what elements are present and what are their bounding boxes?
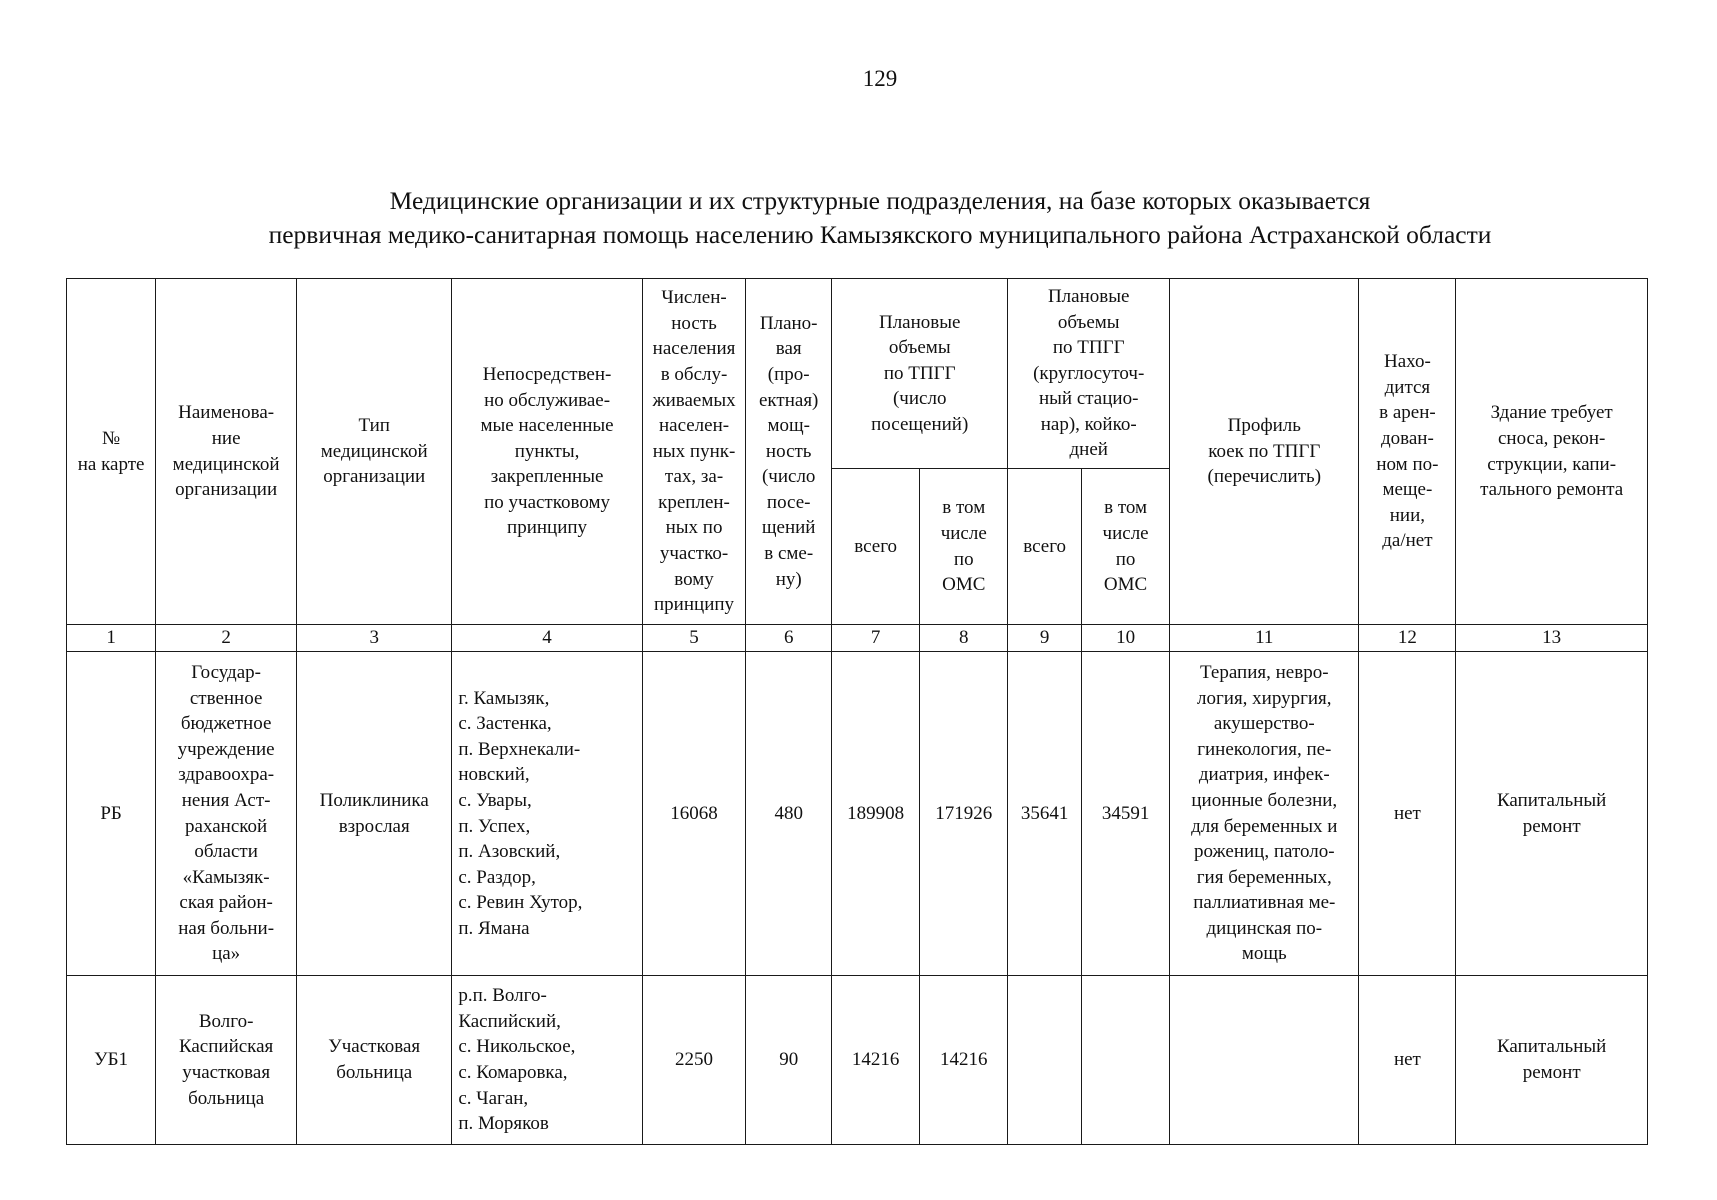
header-beddays-total: всего <box>1008 469 1082 625</box>
cell-visits-oms: 14216 <box>920 976 1008 1145</box>
cell-population: 2250 <box>642 976 745 1145</box>
header-map-number: № на карте <box>67 279 156 625</box>
header-settlements: Непосредствен- но обслуживае- мые населенные пункты, закрепленные по участковому принципу <box>452 279 642 625</box>
cell-org-type: Участковая больница <box>297 976 452 1145</box>
cell-leased: нет <box>1359 976 1456 1145</box>
header-visits-oms: в том числе по ОМС <box>920 469 1008 625</box>
column-number: 5 <box>642 625 745 652</box>
cell-beddays-oms <box>1082 976 1170 1145</box>
header-beddays-oms: в том числе по ОМС <box>1082 469 1170 625</box>
cell-settlements: г. Камызяк, с. Застенка, п. Верхнекали- новский, с. Увары, п. Успех, п. Азовский, с. Раздор, с. Ревин Хутор, п. Ямана <box>452 652 642 976</box>
cell-settlements: р.п. Волго- Каспийский, с. Никольское, с. Комаровка, с. Чаган, п. Моряков <box>452 976 642 1145</box>
table-row <box>67 652 1648 976</box>
header-bed-profile: Профиль коек по ТПГГ (перечислить) <box>1170 279 1359 625</box>
table-row <box>67 976 1648 1145</box>
cell-org-name: Государ- ственное бюджетное учреждение здравоохра- нения Аст- раханской области «Камызяк- ская район- ная больни- ца» <box>156 652 297 976</box>
column-number: 2 <box>156 625 297 652</box>
column-numbers-row <box>67 625 1648 652</box>
column-number: 3 <box>297 625 452 652</box>
cell-building: Капитальный ремонт <box>1456 976 1648 1145</box>
column-number: 6 <box>746 625 832 652</box>
cell-leased: нет <box>1359 652 1456 976</box>
column-number: 1 <box>67 625 156 652</box>
cell-bed-profile <box>1170 976 1359 1145</box>
header-beddays-group: Плановые объемы по ТПГГ (круглосуточ- ный стацио- нар), койко- дней <box>1008 279 1170 469</box>
cell-org-type: Поликлиника взрослая <box>297 652 452 976</box>
cell-visits-total: 189908 <box>832 652 920 976</box>
document-title <box>0 184 1717 252</box>
cell-population: 16068 <box>642 652 745 976</box>
title-line-2: первичная медико-санитарная помощь населению Камызякского муниципального района Астраханской области <box>268 220 1492 249</box>
header-leased: Нахо- дится в арен- дован- ном по- меще- нии, да/нет <box>1359 279 1456 625</box>
cell-beddays-oms: 34591 <box>1082 652 1170 976</box>
cell-map-number: УБ1 <box>67 976 156 1145</box>
cell-building: Капитальный ремонт <box>1456 652 1648 976</box>
column-number: 7 <box>832 625 920 652</box>
header-capacity: Плано- вая (про- ектная) мощ- ность (число посе- щений в сме- ну) <box>746 279 832 625</box>
cell-visits-oms: 171926 <box>920 652 1008 976</box>
header-visits-total: всего <box>832 469 920 625</box>
cell-bed-profile: Терапия, невро- логия, хирургия, акушерство- гинекология, пе- диатрия, инфек- ционные болезни, для беременных и рожениц, патоло- гия беременных, паллиативная ме- дицинская по- мощь <box>1170 652 1359 976</box>
header-org-name: Наименова- ние медицинской организации <box>156 279 297 625</box>
cell-org-name: Волго- Каспийская участковая больница <box>156 976 297 1145</box>
cell-beddays-total: 35641 <box>1008 652 1082 976</box>
header-building: Здание требует сноса, рекон- струкции, капи- тального ремонта <box>1456 279 1648 625</box>
column-number: 4 <box>452 625 642 652</box>
column-number: 13 <box>1456 625 1648 652</box>
cell-visits-total: 14216 <box>832 976 920 1145</box>
header-org-type: Тип медицинской организации <box>297 279 452 625</box>
page-number: 129 <box>862 66 898 91</box>
cell-capacity: 90 <box>746 976 832 1145</box>
column-number: 8 <box>920 625 1008 652</box>
column-number: 12 <box>1359 625 1456 652</box>
cell-map-number: РБ <box>67 652 156 976</box>
cell-capacity: 480 <box>746 652 832 976</box>
header-population: Числен- ность населения в обслу- живаемых населен- ных пунк- тах, за- креплен- ных по участко- вому принципу <box>642 279 745 625</box>
column-number: 9 <box>1008 625 1082 652</box>
header-visits-group: Плановые объемы по ТПГГ (число посещений) <box>832 279 1008 469</box>
cell-beddays-total <box>1008 976 1082 1145</box>
title-line-1: Медицинские организации и их структурные подразделения, на базе которых оказывается <box>389 186 1371 215</box>
organizations-table <box>66 278 1648 1145</box>
column-number: 11 <box>1170 625 1359 652</box>
column-number: 10 <box>1082 625 1170 652</box>
